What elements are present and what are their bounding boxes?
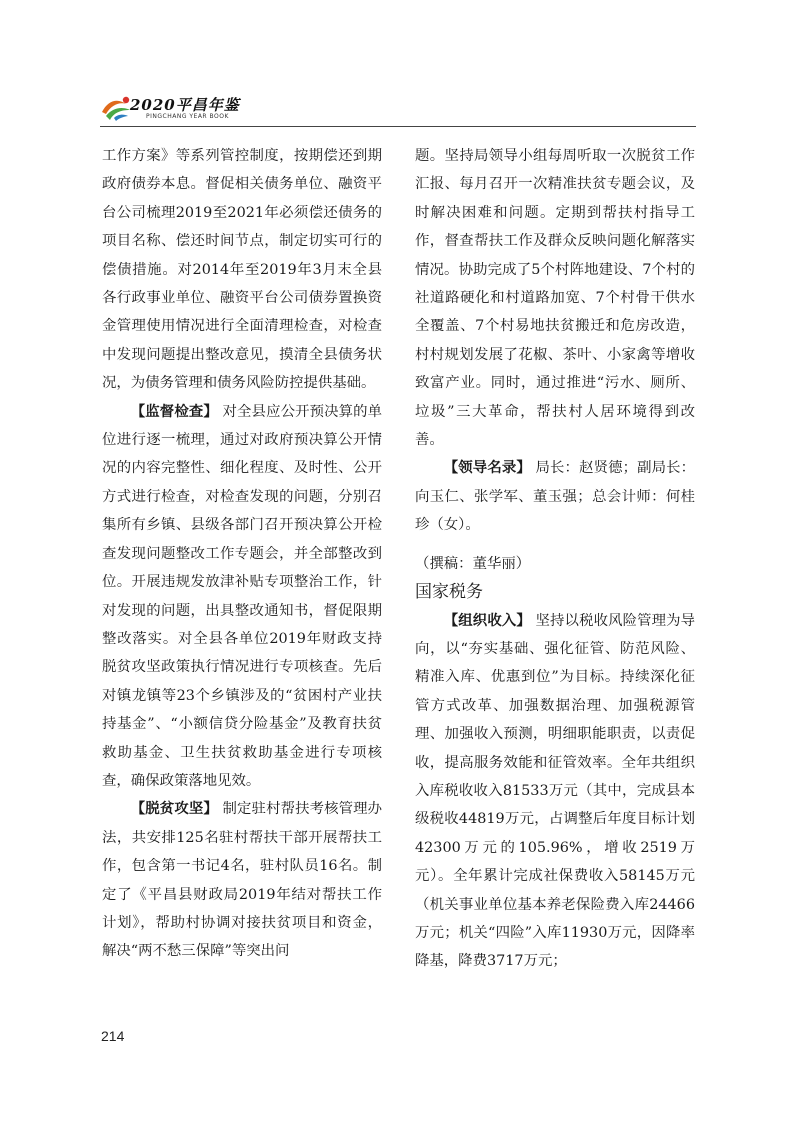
debt-paragraph: 工作方案》等系列管控制度，按期偿还到期政府债券本息。督促相关债务单位、融资平台公司梳理2019至2021年必须偿还债务的项目名称、偿还时间节点，制定切实可行的偿债措施。对2014年至2019年3月末全县各行政事业单位、融资平台公司债券置换资金管理使用情况进行全面清理检查，对检查中发现问题提出整改意见，摸清全县债务状况，为债务管理和债务风险防控提供基础。 bbox=[102, 148, 382, 392]
poverty-heading: 【脱贫攻坚】 bbox=[130, 801, 218, 818]
revenue-paragraph bbox=[415, 607, 695, 976]
poverty-text: 制定驻村帮扶考核管理办法，共安排125名驻村帮扶干部开展帮扶工作，包含第一书记4名，驻村队员16名。制定了《平昌县财政局2019年结对帮扶工作计划》，帮助村协调对接扶贫项目和资金，解决“两不愁三保障”等突出问 bbox=[102, 801, 382, 960]
section-title: 国家税务 bbox=[415, 582, 483, 603]
supervision-text: 对全县应公开预决算的单位进行逐一梳理，通过对政府预决算公开情况的内容完整性、细化程度、及时性、公开方式进行检查，对检查发现的问题，分别召集所有乡镇、县级各部门召开预决算公开检查发现问题整改工作专题会，并全部整改到位。开展违规发放津补贴专项整治工作，针对发现的问题，出具整改通知书，督促限期整改落实。对全县各单位2019年财政支持脱贫攻坚政策执行情况进行专项核查。先后对镇龙镇等23个乡镇涉及的“贫困村产业扶持基金”、“小额信贷分险基金”及教育扶贫救助基金、卫生扶贫救助基金进行专项核查，确保政策落地见效。 bbox=[102, 403, 382, 789]
header-divider bbox=[100, 126, 696, 127]
yearbook-title: 2020平昌年鉴 bbox=[130, 96, 240, 114]
right-column bbox=[415, 142, 695, 976]
left-column bbox=[102, 142, 382, 966]
page-number: 214 bbox=[101, 1028, 125, 1044]
supervision-heading: 【监督检查】 bbox=[130, 403, 218, 420]
leaders-paragraph bbox=[415, 454, 695, 539]
leaders-text: 局长：赵贤德；副局长：向玉仁、张学军、董玉强；总会计师：何桂珍（女）。 bbox=[415, 460, 695, 534]
author-credit: （撰稿：董华丽） bbox=[415, 555, 531, 572]
revenue-heading: 【组织收入】 bbox=[443, 612, 531, 629]
poverty-continued-paragraph: 题。坚持局领导小组每周听取一次脱贫工作汇报、每月召开一次精准扶贫专题会议，及时解决困难和问题。定期到帮扶村指导工作，督查帮扶工作及群众反映问题化解落实情况。协助完成了5个村阵地建设、7个村的社道路硬化和村道路加宽、7个村骨干供水全覆盖、7个村易地扶贫搬迁和危房改造，村村规划发展了花椒、茶叶、小家禽等增收致富产业。同时，通过推进“污水、厕所、垃圾”三大革命，帮扶村人居环境得到改善。 bbox=[415, 148, 695, 449]
poverty-paragraph bbox=[102, 795, 382, 965]
page-header bbox=[100, 92, 700, 128]
supervision-paragraph bbox=[102, 398, 382, 796]
leaders-heading: 【领导名录】 bbox=[443, 460, 531, 477]
revenue-text: 坚持以税收风险管理为导向，以“夯实基础、强化征管、防范风险、精准入库、优惠到位”为目标。持续深化征管方式改革、加强数据治理、加强税源管理、加强收入预测，明细职能职责，以责促收，提高服务效能和征管效率。全年共组织入库税收收入81533万元（其中，完成县本级税收44819万元，占调整后年度目标计划42300万元的105.96%，增收2519万元）。全年累计完成社保费收入58145万元（机关事业单位基本养老保险费入库24466万元；机关“四险”入库11930万元，因降率降基，降费3717万元； bbox=[415, 612, 695, 970]
yearbook-subtitle: PINGCHANG YEAR BOOK bbox=[146, 113, 229, 120]
